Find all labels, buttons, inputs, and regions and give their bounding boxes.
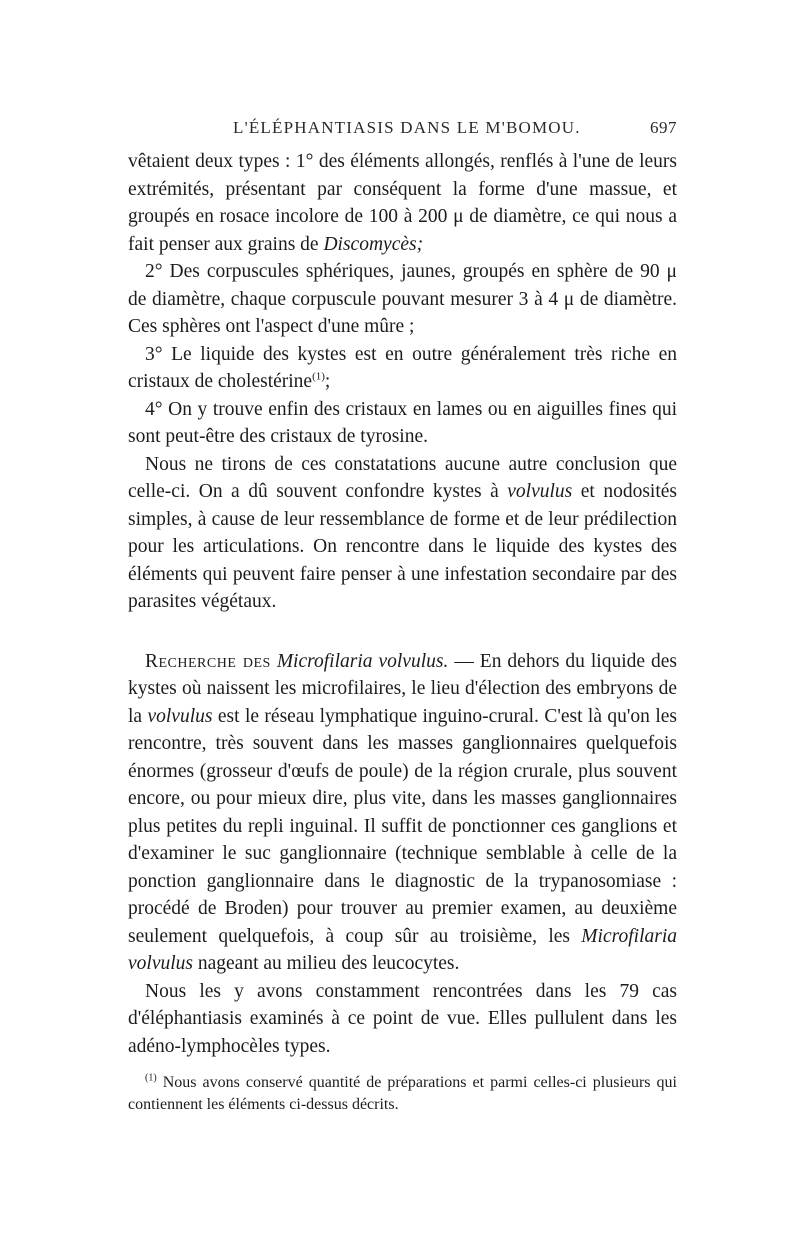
paragraph-4 [128, 396, 677, 451]
paragraph-3 [128, 341, 677, 396]
footnote-reference[interactable]: (1) [312, 370, 325, 383]
footnote-text: Nous avons conservé quantité de préparations et parmi celles-ci plusieurs qui contiennent les éléments ci-dessus décrits. [128, 1074, 678, 1113]
section-text-b: est le réseau lymphatique inguino-crural. C'est là qu'on les rencontre, très souvent dans les masses ganglionnaires quelquefois énormes (grosseur d'œufs de poule) de la région crurale, plus souvent encore, ou pour mieux dire, plus vite, dans les masses ganglionnaires plus petites du repli inguinal. Il suffit de ponctionner ces ganglions et d'examiner le suc ganglionnaire (technique semblable à celle de la ponction ganglionnaire dans le diagnostic de la trypanosomiase : procédé de Broden) pour trouver au premier examen, au deuxième seulement quelquefois, à coup sûr au troisième, les [128, 705, 677, 947]
paragraph-1-italic: Discomycès; [323, 233, 424, 255]
section-paragraph [128, 648, 677, 978]
section-heading-italic: Microfilaria volvulus. [276, 650, 449, 672]
section-italic-b: Microfilaria volvulus [128, 925, 677, 974]
footnote-marker: (1) [145, 1072, 157, 1084]
paragraph-1-text: vêtaient deux types : 1° des éléments allongés, renflés à l'une de leurs extrémités, présentant par conséquent la forme d'une massue, et groupés en rosace incolore de 100 à 200 μ de diamètre, ce qui nous a fait penser aux grains de [128, 151, 677, 255]
paragraph-1 [128, 148, 677, 258]
section-heading: Recherche des [145, 650, 271, 672]
running-head [128, 118, 677, 140]
page-number: 697 [650, 118, 677, 137]
paragraph-2-text: 2° Des corpuscules sphériques, jaunes, groupés en sphère de 90 μ de diamètre, chaque corpuscule pouvant mesurer 3 à 4 μ de diamètre. Ces sphères ont l'aspect d'une mûre ; [128, 261, 677, 337]
paragraph-3-text: 3° Le liquide des kystes est en outre généralement très riche en cristaux de cholestérine [128, 343, 677, 392]
section-text-c: nageant au milieu des leucocytes. [192, 953, 460, 974]
paragraph-5 [128, 451, 677, 616]
paragraph-5-text: Nous ne tirons de ces constatations aucune autre conclusion que celle-ci. On a dû souvent confondre kystes à [128, 453, 677, 502]
section-italic-a: volvulus [147, 705, 213, 727]
running-title: L'ÉLÉPHANTIASIS DANS LE M'BOMOU. [233, 118, 581, 137]
section-text-a: — En dehors du liquide des kystes où naissent les microfilaires, le lieu d'élection des embryons de la [128, 650, 677, 727]
footnote [128, 1072, 677, 1116]
paragraph-4-text: 4° On y trouve enfin des cristaux en lames ou en aiguilles fines qui sont peut-être des cristaux de tyrosine. [128, 398, 677, 447]
paragraph-7 [128, 978, 677, 1061]
paragraph-7-text: Nous les y avons constamment rencontrées dans les 79 cas d'éléphantiasis examinés à ce point de vue. Elles pullulent dans les adéno-lymphocèles types. [128, 980, 677, 1057]
paragraph-5-text-end: et nodosités simples, à cause de leur ressemblance de forme et de leur prédilection pour les articulations. On rencontre dans le liquide des kystes des éléments qui peuvent faire penser à une infestation secondaire par des parasites végétaux. [128, 481, 677, 612]
body-text [128, 148, 677, 1132]
paragraph-2 [128, 258, 677, 341]
paragraph-5-italic: volvulus [507, 481, 573, 502]
paragraph-3-text-end: ; [324, 371, 331, 392]
